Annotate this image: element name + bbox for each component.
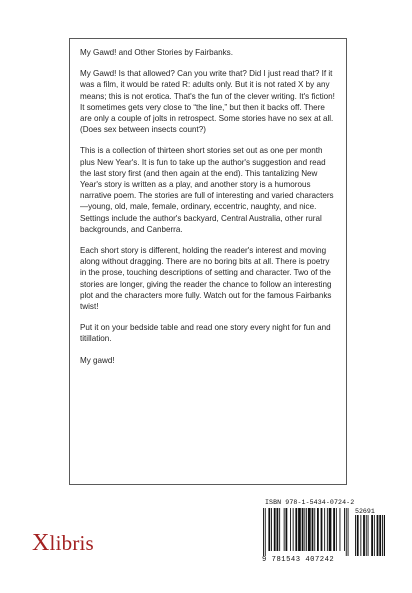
publisher-logo (32, 530, 94, 557)
barcode-bar (382, 515, 383, 556)
barcode-bar (368, 515, 369, 556)
barcode-bar (304, 508, 305, 551)
blurb-paragraph-stories: Each short story is different, holding the reader's interest and moving along without dragging. There are no boring bits at all. There is poetry in the prose, touching descriptions of setting and character. Two of the stories are longer, giving the reader the chance to follow an interesting plot and the characters more fully. Watch out for the famous Fairbanks twist! (80, 246, 332, 312)
barcode-bar (295, 508, 297, 551)
barcode-bar (302, 508, 304, 551)
barcode-bar (348, 508, 349, 556)
barcode-bar (314, 508, 315, 551)
barcode-bar (306, 508, 307, 551)
price-code: 52691 (355, 508, 375, 515)
barcode-bar (263, 508, 264, 556)
isbn-text: ISBN 978-1-5434-0724-2 (265, 499, 355, 506)
barcode-bar (293, 508, 294, 551)
barcode-bar (274, 508, 276, 551)
barcode-bar (277, 508, 279, 551)
barcode-bar (371, 515, 373, 556)
barcode-bar (279, 508, 280, 551)
barcode-bar (308, 508, 311, 551)
barcode-bar (286, 508, 288, 551)
barcode-bar (271, 508, 272, 551)
barcode-bar (312, 508, 314, 551)
barcode-bar (324, 508, 325, 551)
blurb-paragraph-collection: This is a collection of thirteen short stories set out as one per month plus New Year's. It is fun to take up the author's suggestion and read the last story first (and then again at the end). This tantalizing New Year's story is written as a play, and another story is a humorous narrative poem. The stories are full of interesting and varied characters—young, old, male, female, ordinary, eccentric, naughty, and nice. Settings include the author's backyard, Central Australia, other rural backgrounds, and Canberra. (80, 146, 334, 234)
blurb-paragraph-closing: My gawd! (80, 355, 115, 365)
barcode-bar (329, 508, 332, 551)
publisher-logo-rest: libris (49, 531, 94, 555)
barcode-bar (268, 508, 270, 551)
barcode-bar (265, 508, 266, 556)
ean-barcode-bars (263, 508, 351, 556)
barcode-bar (317, 508, 319, 551)
publisher-logo-initial: X (32, 530, 50, 556)
barcode-bar (344, 508, 345, 551)
barcode-bar (340, 508, 341, 551)
barcode-bar (366, 515, 367, 556)
blurb-text-box (69, 38, 347, 485)
blurb-title: My Gawd! and Other Stories by Fairbanks. (80, 48, 233, 57)
barcode-bar (298, 508, 301, 551)
barcode-bar (284, 508, 285, 551)
barcode-bar (336, 508, 337, 551)
barcode-bar (360, 515, 361, 556)
barcode-bar (333, 508, 335, 551)
barcode-bar (290, 508, 291, 551)
blurb-paragraph-bedside: Put it on your bedside table and read one story every night for fun and titillation. (80, 323, 331, 344)
barcode-bar (363, 515, 365, 556)
addon-barcode-bars (355, 515, 385, 556)
barcode-bar (355, 515, 356, 556)
barcode-bar (346, 508, 347, 556)
barcode-bar (384, 515, 385, 556)
barcode-bar (377, 515, 379, 556)
barcode-bar (321, 508, 323, 551)
barcode-bar (374, 515, 375, 556)
barcode-bar (379, 515, 381, 556)
blurb-paragraph-intro: My Gawd! Is that allowed? Can you write that? Did I just read that? If it was a film, it would be rated R: adults only. But it is not rated X by any means; this is not erotica. That's the fun of the clever writing. It's fiction! It sometimes gets very close to “the line,” but then it backs off. There are only a couple of jolts in retrospect. Some stories have no sex at all. (Does sex between insects count?) (80, 69, 335, 135)
barcode-bar (327, 508, 328, 551)
barcode-bar (357, 515, 359, 556)
ean-digits: 9 781543 407242 (262, 556, 335, 564)
